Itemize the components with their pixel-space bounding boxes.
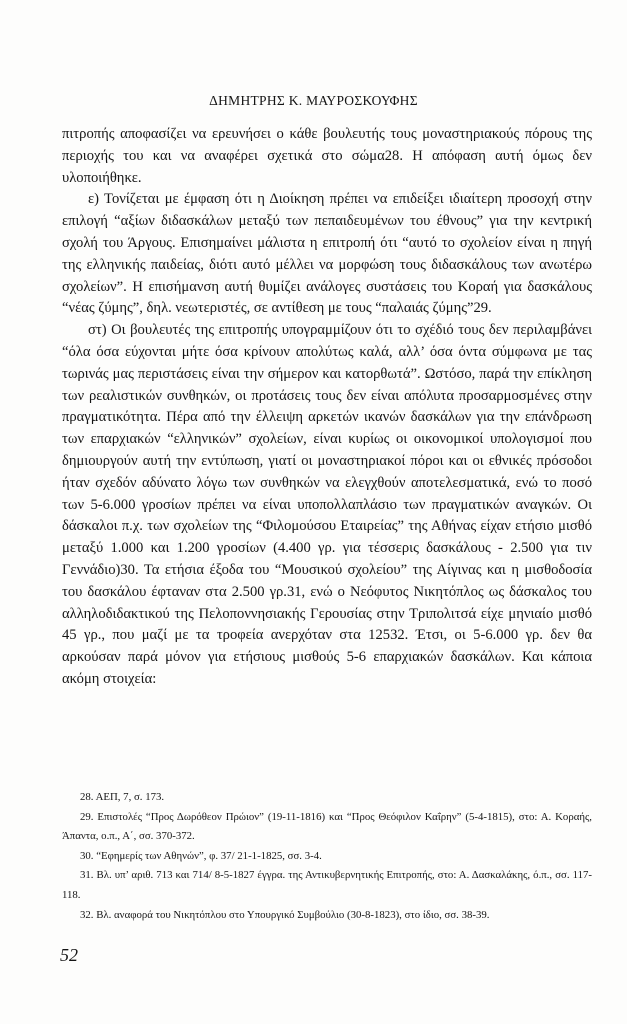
footnotes [62,788,592,925]
footnote-32: 32. Βλ. αναφορά του Νικητόπλου στο Υπουργικό Συμβούλιο (30-8-1823), στο ίδιο, σσ. 38-39. [80,908,490,921]
paragraph-continuation: πιτροπής αποφασίζει να ερευνήσει ο κάθε βουλευτής τους μοναστηριακούς πόρους της περιοχής του και να αναφέρει σχετικά στο σώμα28. Η απόφαση αυτή όμως δεν υλοποιήθηκε. [62,126,592,186]
paragraph-st: στ) Οι βουλευτές της επιτροπής υπογραμμίζουν ότι το σχέδιό τους δεν περιλαμβάνει “όλα όσα εύχονται μήτε όσα κρίνουν απολύτως καλά, αλλ’ όσα όντα σύμφωνα με τας τωρινάς μας περιστάσεις είναι την σήμερον και κατορθωτά”. Ωστόσο, παρά την επίκληση των ρεαλιστικών συνθηκών, οι προτάσεις τους δεν είναι απόλυτα προσαρμοσμένες στην πραγματικότητα. Πέρα από την έλλειψη αρκετών ικανών δασκάλων για την επάνδρωση των επαρχιακών “ελληνικών” σχολείων, είναι κυρίως οι οικονομικοί υπολογισμοί που δημιουργούν αυτή την εντύπωση, γιατί οι μοναστηριακοί πόροι και οι εθνικές πρόσοδοι ήταν σχεδόν αδύνατο λόγω των συνθηκών να ελεγχθούν αποτελεσματικά, ενώ το ποσό των 5-6.000 γροσίων πρέπει να είναι υποπολλαπλάσιο των πραγματικών αναγκών. Οι δάσκαλοι π.χ. των σχολείων της “Φιλομούσου Εταιρείας” της Αθήνας είχαν ετήσιο μισθό μεταξύ 1.000 και 1.200 γροσίων (4.400 γρ. για τέσσερις δασκάλους - 2.500 για τιν Γεννάδιο)30. Τα ετήσια έξοδα του “Μουσικού σχολείου” της Αίγινας και η μισθοδοσία του δασκάλου έφταναν στα 2.500 γρ.31, ενώ ο Νεόφυτος Νικητόπλος ως δάσκαλος του αλληλοδιδακτικού της Πελοποννησιακής Γερουσίας στην Τριπολιτσά είχε μηνιαίο μισθό 45 γρ., που μαζί με τα τροφεία ανερχόταν στα 12532. Έτσι, οι 5-6.000 γρ. δεν θα αρκούσαν παρά μόνον για ετήσιους μισθούς 5-6 επαρχιακών δασκάλων. Και κάποια ακόμη στοιχεία: [62,322,592,687]
footnote-31: 31. Βλ. υπ’ αριθ. 713 και 714/ 8-5-1827 έγγρα. της Αντικυβερνητικής Επιτροπής, στο: Α. Δασκαλάκης, ό.π., σσ. 117-118. [62,869,592,901]
footnote-29: 29. Επιστολές “Προς Δωρόθεον Πρώιον” (19-11-1816) και “Προς Θεόφιλον Καΐρην” (5-4-1815), στο: Α. Κοραής, Άπαντα, ο.π., Α΄, σσ. 370-372. [62,810,592,843]
main-text [62,124,592,691]
page-number: 52 [60,945,78,965]
paragraph-e: ε) Τονίζεται με έμφαση ότι η Διοίκηση πρέπει να επιδείξει ιδιαίτερη προσοχή στην επιλογή “αξίων διδασκάλων μεταξύ των πεπαιδευμένων του έθνους” για την κεντρική σχολή του Άργους. Επισημαίνει μάλιστα η επιτροπή ότι “αυτό το σχολείον είναι η πηγή της ελληνικής παιδείας, διότι αυτό μέλλει να μορφώση τους διδασκάλους των ανωτέρω σχολείων”. Η επισήμανση αυτή θυμίζει ανάλογες συστάσεις του Κοραή για δασκάλους “νέας ζύμης”, δηλ. νεωτεριστές, σε αντίθεση με τους “παλαιάς ζύμης”29. [62,191,592,317]
footnote-28: 28. ΑΕΠ, 7, σ. 173. [80,791,165,803]
footnote-30: 30. “Εφημερίς των Αθηνών”, φ. 37/ 21-1-1825, σσ. 3-4. [80,849,322,862]
running-header: ΔΗΜΗΤΡΗΣ Κ. ΜΑΥΡΟΣΚΟΥΦΗΣ [209,93,418,108]
